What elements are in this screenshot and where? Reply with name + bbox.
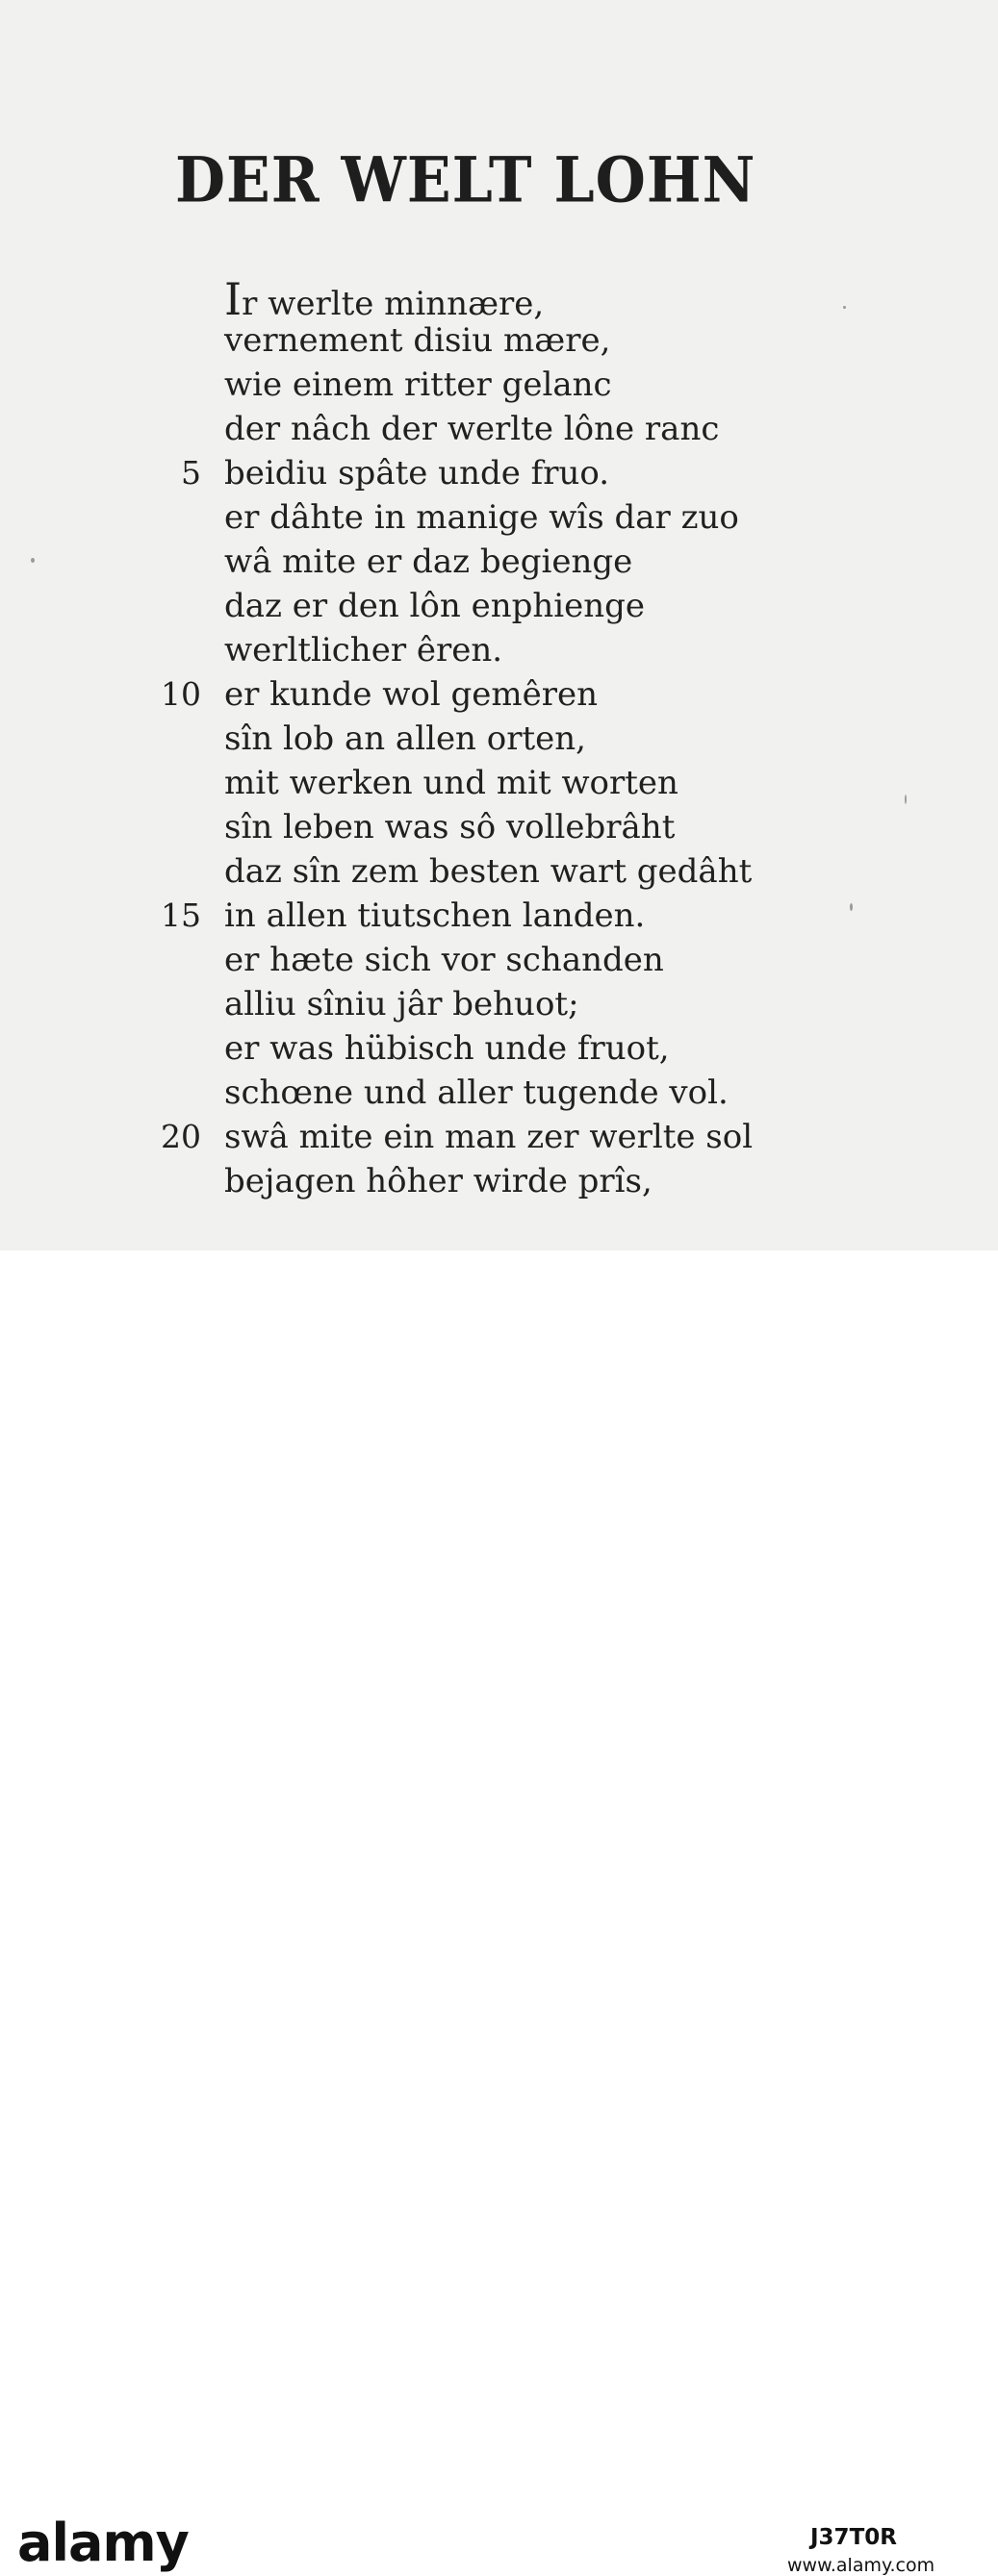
scanned-page — [0, 0, 998, 1250]
line-text: bejagen hôher wirde prîs, — [224, 1162, 653, 1200]
line-text: er was hübisch unde fruot, — [224, 1029, 670, 1068]
line-text: der nâch der werlte lône ranc — [224, 410, 720, 448]
paper-speck — [850, 903, 853, 911]
line-text: er dâhte in manige wîs dar zuo — [224, 498, 739, 537]
poem-line — [0, 764, 998, 808]
paper-speck — [843, 306, 846, 309]
image-id: J37T0R — [810, 2525, 897, 2550]
paper-speck — [905, 795, 907, 804]
line-text: sîn leben was sô vollebrâht — [224, 808, 676, 846]
poem-line — [0, 941, 998, 985]
line-number: 10 — [161, 675, 201, 713]
poem-line — [0, 1162, 998, 1206]
line-text: vernement disiu mære, — [224, 321, 611, 360]
page-title: DER WELT LOHN — [175, 144, 756, 217]
poem-line — [0, 720, 998, 764]
line-text: alliu sîniu jâr behuot; — [224, 985, 579, 1023]
line-text: swâ mite ein man zer werlte sol — [224, 1118, 754, 1156]
line-text: wie einem ritter gelanc — [224, 366, 612, 404]
line-text: sîn lob an allen orten, — [224, 720, 586, 758]
paper-speck — [31, 558, 35, 563]
line-number: 15 — [161, 897, 201, 934]
poem-line — [0, 852, 998, 897]
watermark-strip — [0, 1250, 998, 2576]
poem-line — [0, 897, 998, 941]
line-text: werltlicher êren. — [224, 631, 503, 669]
line-text: wâ mite er daz begienge — [224, 543, 633, 581]
poem-line — [0, 1073, 998, 1118]
line-text-rest: r werlte minnære, — [242, 285, 545, 323]
poem-line — [0, 273, 998, 325]
line-text: in allen tiutschen landen. — [224, 897, 646, 935]
poem-line — [0, 1029, 998, 1073]
poem-line — [0, 1118, 998, 1162]
line-text: mit werken und mit worten — [224, 764, 678, 802]
poem-line — [0, 410, 998, 454]
line-text: daz er den lôn enphienge — [224, 587, 646, 625]
poem-line — [0, 321, 998, 366]
poem-line — [0, 454, 998, 498]
watermark-logo: alamy — [17, 2513, 189, 2573]
line-text: daz sîn zem besten wart gedâht — [224, 852, 753, 891]
drop-cap: I — [224, 273, 243, 325]
line-number: 5 — [181, 454, 201, 492]
poem-line — [0, 366, 998, 410]
line-number: 20 — [161, 1118, 201, 1155]
line-text — [224, 273, 545, 325]
poem-line — [0, 675, 998, 720]
line-text: er hæte sich vor schanden — [224, 941, 664, 979]
line-text: schœne und aller tugende vol. — [224, 1073, 729, 1112]
poem-line — [0, 985, 998, 1029]
line-text: er kunde wol gemêren — [224, 675, 599, 714]
poem-line — [0, 808, 998, 852]
poem-line — [0, 631, 998, 675]
poem-line — [0, 543, 998, 587]
line-text: beidiu spâte unde fruo. — [224, 454, 610, 492]
poem-line — [0, 498, 998, 543]
website-url: www.alamy.com — [787, 2555, 935, 2576]
poem-line — [0, 587, 998, 631]
